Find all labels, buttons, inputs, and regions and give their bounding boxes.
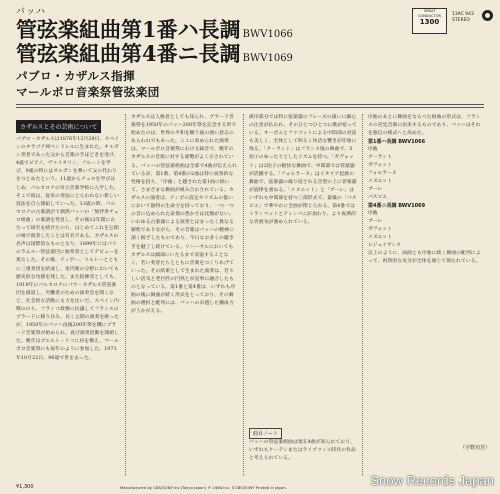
catalog-number (452, 12, 474, 23)
catalog-line2: STEREO (452, 17, 470, 23)
track-item: 序曲 (368, 147, 378, 153)
section-title-casals: カザルスとその芸術について (16, 120, 101, 133)
manufacturer-line: Manufactured by CBS/SONY Inc.(Tokyo Japan) ℗ 1986 Inc. ©CBS/SONY Printed in Japan. (120, 485, 287, 490)
column-4-outro: 以上のように、両曲とも序曲に続く舞曲の配列によって、祝祭的な気分が全体を通じて保たれている。 (368, 251, 481, 265)
column-1-body: パブロ・カザルスは1876年12月29日、スペインのタラゴナ州ベンドレルに生まれた。オルガン奏者であった父から音楽の手ほどきを受け、4歳でピアノ、ヴァイオリン、フルートを学び、9歳の時にはオルガンを弾いて父の代わりをつとめたという。11歳からチェロを学びはじめ、バルセロナの市立音楽学校に入学した。そこで彼は、従来の奏法にとらわれない新しい技法を自ら開拓していった。13歳の時、バルセロナの古楽譜店で偶然バッハの「無伴奏チェロ組曲」の楽譜を発見し、その後12年間にわたって研究を続けたのち、はじめてこれを公開の場で演奏したことは有名である。カザルスの名声は国際的なものとなり、1899年にはパリのラムルー管弦楽団に独奏者としてデビューを果たした。その後、ティボー、コルトーとともに三重奏団を結成し、室内楽の分野においても歴史的な功績を残した。また指揮者としても、1919年にバルセロナにパウ・カザルス管弦楽団を創設し、労働者のための演奏会を開くなど、社会的な活動にも力を注いだ。スペイン内戦ののち、フランコ政権に抗議してフランスのプラードに移り住み、長く公開の演奏を絶ったが、1950年のバッハ没後200年祭を機にプラード音楽祭が始められ、再び演奏活動を開始した。晩年はプエルト・リコに居を構え、マールボロ音楽祭にも毎年のように参加した。1973年10月22日、96歳で世を去った。 (16, 137, 120, 361)
column-2-body: カザルスは人格者としても知られ、プラード音楽祭を1950年のバッハ200年祭を記念する形で始めたのは、世界の平和を願う彼の強い意志のあらわれでもあった。ここに収められた演奏は、マールボロ音楽祭における録音で、晩年のカザルスの音楽に対する姿勢がよく示されている。バッハの管弦楽組曲は全部で4曲が伝えられているが、第1番、第4番の2曲は特に祝祭的な性格を持ち、「序曲」と題された第1曲に続いて、さまざまな舞曲が組み合わされている。カザルスの演奏は、テンポの設定やリズムの扱いにおいて独特の生命力を持っており、一つ一つの音に込められた表情の豊かさは比類がない。いわゆる古楽器による演奏とはまったく異なる解釈でありながら、その音楽はバッハの精神に深く根ざしたものであり、今日なお多くの聴き手を魅了し続けている。リハーサルにおいてもカザルスは細部にいたるまで妥協することなく、若い奏者たちとともに音楽をつくりあげていった。その結果として生まれた演奏は、若々しい活気と老巨匠の円熟とが見事に融合したものとなっている。第1番と第4番は、いずれも序曲の後に舞曲が続く形式をとっており、その舞曲の選択と配列には、バッハの卓越した構成力がうかがえる。 (131, 115, 237, 315)
title-suite-4-text: 管弦楽組曲第4番ニ長調 (16, 41, 241, 66)
great-conductor-badge (412, 8, 447, 34)
track-item: ブーレ (368, 187, 383, 193)
side-a-track-list (368, 146, 484, 202)
column-divider-3 (362, 114, 363, 476)
track-item: クーラント (368, 155, 392, 161)
track-item: パスピエ (368, 195, 388, 201)
column-1 (16, 114, 120, 476)
header-rule-bottom (16, 107, 484, 108)
column-4-intro: 序曲のあとに舞曲をならべた組曲の形式は、フランスの宮廷音楽に由来するものであり、バッハはそれを独自の様式へと高めた。 (368, 115, 481, 137)
title-suite-4 (16, 38, 293, 68)
track-item: メヌエット (368, 179, 392, 185)
header-rule-top (16, 104, 484, 105)
track-item: ブーレ (368, 219, 383, 225)
orchestra: マールボロ音楽祭管弦楽団 (16, 85, 160, 99)
conductor: パブロ・カザルス指揮 (16, 69, 136, 83)
side-a-title: 第1番ハ長調 BWV1066 (368, 139, 426, 146)
seller-watermark: Snow Records Japan (370, 473, 494, 488)
notes-body: バッハの管弦楽組曲は現在4曲が知られており、いずれもケーテンまたはライプツィヒ時代の作品と考えられている。 (249, 440, 356, 462)
column-4 (368, 114, 484, 444)
column-divider-1 (125, 114, 126, 476)
catalog-line1: 13AC 943 (452, 12, 474, 17)
cbs-eye-logo-icon (482, 10, 493, 21)
composer-name: バッハ (16, 7, 47, 17)
column-3 (249, 114, 357, 476)
notes-title: 曲目ノート (249, 428, 282, 439)
column-2 (131, 114, 237, 476)
badge-price: 1300 (419, 18, 440, 26)
column-3-body: 緩序部分では特に弦楽器のフレーズの扱いに細心の注意が払われ、そのひとつひとつに歌が宿っている。オーボエとファゴットによる中間部の対話も美しく、全体として明るく快活な響きが印象に残る。「クーラント」はフランス風の舞曲で、3拍子のゆったりとしたリズムを持つ。「ガヴォット」は2拍子の軽快な舞曲で、中間部では管楽器が活躍する。「フォルラーヌ」はイタリア起源の舞曲で、弦楽器の繰り返される音型の上に管楽器が旋律を重ねる。「メヌエット」と「ブーレ」はいずれも中間部を持つ三部形式で、最後の「パスピエ」で華やかに全曲が閉じられる。第4番ではトランペットとティンパニが加わり、より祝典的な雰囲気が強められている。 (249, 115, 357, 226)
retail-price: ¥1,300 (16, 484, 34, 490)
badge-line1: GREAT (423, 9, 436, 13)
track-item: 序曲 (368, 211, 378, 217)
bwv-1066: BWV1066 (242, 29, 293, 40)
column-divider-2 (243, 114, 244, 476)
badge-line2: CONDUCTOR (418, 13, 441, 18)
title-suite-1-text: 管弦楽組曲第1番ハ長調 (16, 17, 241, 42)
side-b-track-list (368, 210, 484, 250)
writer-signature: （宇野功芳） (460, 445, 491, 451)
track-item: レジュイサンス (368, 243, 401, 249)
track-item: ガヴォット (368, 163, 392, 169)
side-b-title: 第4番ニ長調 BWV1069 (368, 203, 426, 210)
bwv-1069: BWV1069 (242, 53, 293, 64)
track-item: フォルラーヌ (368, 171, 397, 177)
track-item: メヌエット (368, 235, 392, 241)
track-item: ガヴォット (368, 227, 392, 233)
